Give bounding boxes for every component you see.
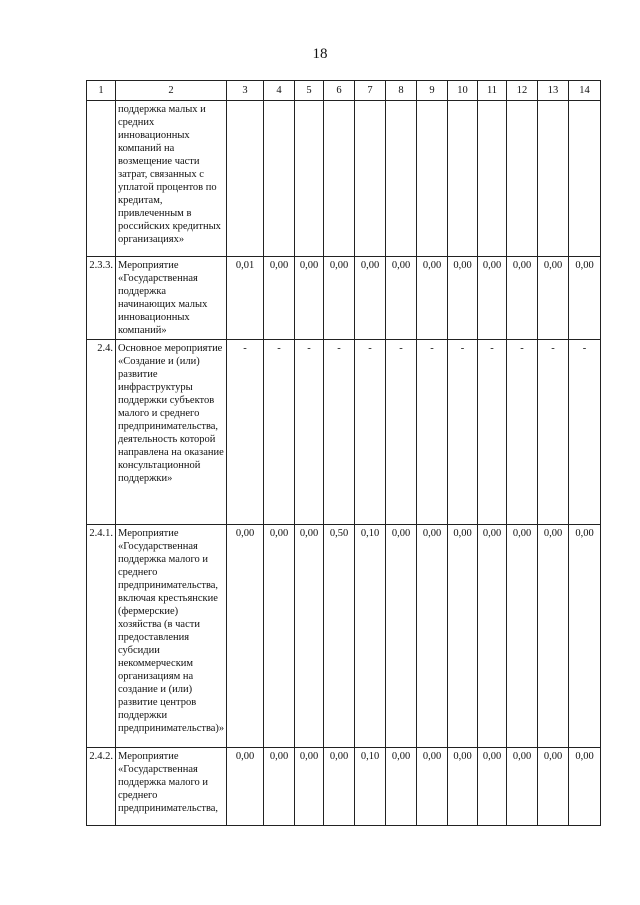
value-cell: [355, 101, 386, 257]
value-cell: 0,00: [507, 257, 538, 340]
value-cell: -: [355, 340, 386, 525]
value-cell: 0,00: [386, 525, 417, 748]
value-cell: -: [295, 340, 324, 525]
value-cell: 0,00: [417, 257, 448, 340]
value-cell: 0,00: [417, 748, 448, 826]
value-cell: 0,00: [264, 748, 295, 826]
value-cell: [569, 101, 601, 257]
table-row: [87, 257, 601, 340]
data-table: [86, 80, 601, 826]
value-cell: 0,00: [417, 525, 448, 748]
value-cell: 0,01: [227, 257, 264, 340]
value-cell: [507, 101, 538, 257]
value-cell: 0,00: [569, 257, 601, 340]
column-header: 10: [448, 81, 478, 101]
value-cell: [295, 101, 324, 257]
value-cell: 0,00: [324, 748, 355, 826]
column-header: 9: [417, 81, 448, 101]
value-cell: 0,00: [295, 525, 324, 748]
value-cell: 0,00: [295, 257, 324, 340]
value-cell: -: [324, 340, 355, 525]
table-row: [87, 525, 601, 748]
value-cell: 0,10: [355, 525, 386, 748]
value-cell: 0,00: [386, 748, 417, 826]
value-cell: -: [448, 340, 478, 525]
row-description: Основное мероприятие «Создание и (или) развитие инфраструктуры поддержки субъектов малого и среднего предпринимательства, деятельность которой направлена на оказание консультационной поддержки»: [116, 340, 227, 525]
row-description: Мероприятие «Государственная поддержка малого и среднего предпринимательства,: [116, 748, 227, 826]
value-cell: 0,00: [295, 748, 324, 826]
row-number: 2.3.3.: [87, 257, 116, 340]
row-number: 2.4.: [87, 340, 116, 525]
value-cell: -: [386, 340, 417, 525]
row-number: [87, 101, 116, 257]
column-header: 6: [324, 81, 355, 101]
value-cell: 0,00: [478, 748, 507, 826]
table-row: [87, 748, 601, 826]
table-row: [87, 101, 601, 257]
value-cell: 0,00: [448, 257, 478, 340]
value-cell: 0,00: [324, 257, 355, 340]
value-cell: 0,00: [264, 525, 295, 748]
column-header: 13: [538, 81, 569, 101]
value-cell: [324, 101, 355, 257]
value-cell: [227, 101, 264, 257]
value-cell: 0,00: [569, 748, 601, 826]
column-header: 8: [386, 81, 417, 101]
value-cell: [538, 101, 569, 257]
row-description: поддержка малых и средних инновационных компаний на возмещение части затрат, связанных с уплатой процентов по кредитам, привлеченным в российских кредитных организациях»: [116, 101, 227, 257]
value-cell: 0,00: [507, 748, 538, 826]
value-cell: 0,00: [569, 525, 601, 748]
value-cell: -: [538, 340, 569, 525]
column-header: 5: [295, 81, 324, 101]
table-row: [87, 340, 601, 525]
value-cell: 0,00: [507, 525, 538, 748]
value-cell: 0,00: [448, 525, 478, 748]
value-cell: -: [478, 340, 507, 525]
column-header: 14: [569, 81, 601, 101]
value-cell: 0,00: [227, 748, 264, 826]
value-cell: [264, 101, 295, 257]
column-header: 3: [227, 81, 264, 101]
value-cell: 0,50: [324, 525, 355, 748]
column-header: 7: [355, 81, 386, 101]
value-cell: 0,00: [448, 748, 478, 826]
column-header: 2: [116, 81, 227, 101]
value-cell: 0,00: [538, 748, 569, 826]
value-cell: [417, 101, 448, 257]
value-cell: [478, 101, 507, 257]
value-cell: 0,00: [386, 257, 417, 340]
header-row: [87, 81, 601, 101]
column-header: 1: [87, 81, 116, 101]
column-header: 11: [478, 81, 507, 101]
value-cell: -: [227, 340, 264, 525]
column-header: 4: [264, 81, 295, 101]
page-number: 18: [312, 46, 328, 62]
row-description: Мероприятие «Государственная поддержка начинающих малых инновационных компаний»: [116, 257, 227, 340]
value-cell: [386, 101, 417, 257]
value-cell: -: [264, 340, 295, 525]
value-cell: 0,00: [538, 257, 569, 340]
column-header: 12: [507, 81, 538, 101]
value-cell: 0,00: [538, 525, 569, 748]
row-description: Мероприятие «Государственная поддержка малого и среднего предпринимательства, включая крестьянские (фермерские) хозяйства (в части предоставления субсидии некоммерческим организациям на создание и (или) развитие центров поддержки предпринимательства)»: [116, 525, 227, 748]
value-cell: -: [569, 340, 601, 525]
value-cell: 0,00: [355, 257, 386, 340]
row-number: 2.4.1.: [87, 525, 116, 748]
value-cell: [448, 101, 478, 257]
value-cell: 0,00: [264, 257, 295, 340]
row-number: 2.4.2.: [87, 748, 116, 826]
value-cell: 0,10: [355, 748, 386, 826]
value-cell: -: [417, 340, 448, 525]
value-cell: 0,00: [478, 257, 507, 340]
value-cell: 0,00: [227, 525, 264, 748]
value-cell: 0,00: [478, 525, 507, 748]
value-cell: -: [507, 340, 538, 525]
